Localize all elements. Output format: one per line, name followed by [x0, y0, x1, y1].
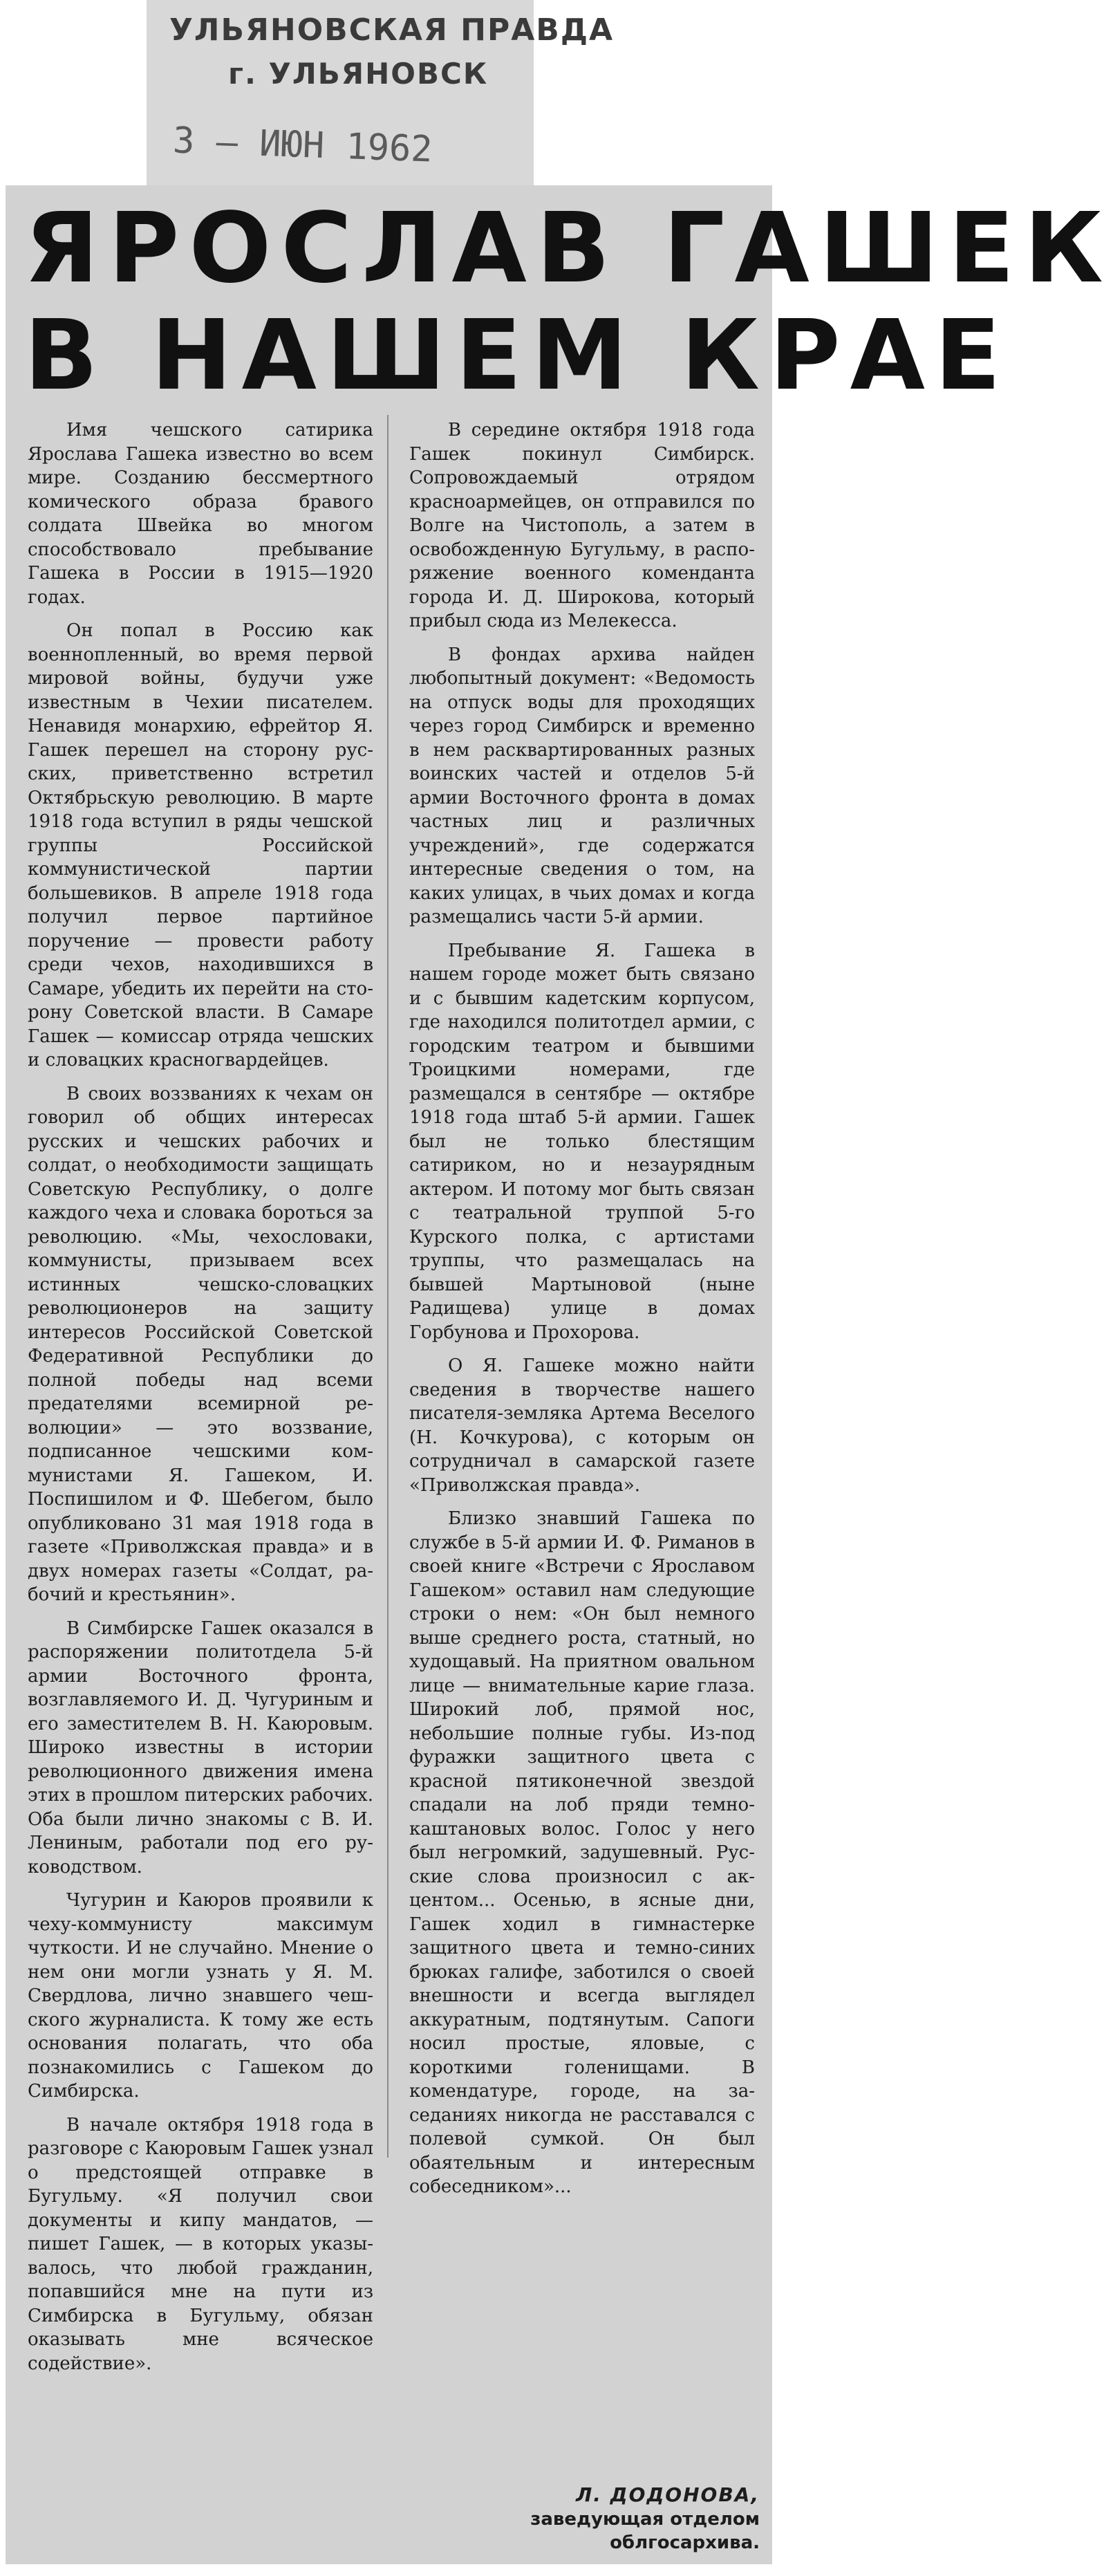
author-name: Л. ДОДОНОВА,	[575, 2483, 760, 2506]
headline-line-1: ЯРОСЛАВ ГАШЕК	[24, 192, 1113, 305]
paragraph: О Я. Гашеке можно найти сведения в творчестве нашего писателя-земляка Артема Веселого (Н. Кочкурова), с которым он сотрудничал в самарской газете «Приволжская правда».	[409, 1355, 755, 1496]
paragraph: В середине октября 1918 года Гашек покинул Симбирск. Сопровождаемый отрядом красноармейцев, он отправился по Волге на Чистополь, а затем в освобожденную Бугульму, в распоряжение военного коменданта города И. Д. Широкова, который прибыл сюда из Мелекесса.	[409, 420, 755, 631]
stamp-newspaper-name: УЛЬЯНОВСКАЯ ПРАВДА	[169, 12, 615, 48]
paragraph: Имя чешского сатирика Ярослава Гашека известно во всем мире. Созданию бессмертного комического образа бравого солдата Швейка во многом способствовало пребывание Гашека в России в 1915—1920 годах.	[28, 420, 373, 608]
author-role: облгосархива.	[610, 2532, 760, 2553]
article-column-left	[28, 418, 373, 2375]
paragraph: В своих воззваниях к чехам он говорил об общих интересах русских и чешских рабочих и солдат, о необходимости защищать Советскую Республику, о долге каждого чеха и словака бороться за революцию. «Мы, чехословаки, коммунисты, призываем всех истинных чешско-словацких революционеров на защиту интересов Российской Советской Федеративной Республики до полной победы над всеми предателями всемирной революции» — это воззвание, подписанное чешскими коммунистами Я. Гашеком, И. Поспишилом и Ф. Шебегом, было опубликовано 31 мая 1918 года в газете «Приволжская правда» и в двух номерах газеты «Солдат, рабочий и крестьянин».	[28, 1083, 373, 1605]
stamp-city: г. УЛЬЯНОВСК	[228, 57, 489, 91]
headline-line-2: В НАШЕМ КРАЕ	[24, 299, 1011, 412]
paragraph: Пребывание Я. Гашека в нашем городе может быть связано и с бывшим кадетским корпусом, где находился политотдел армии, с городским театром и бывшими Троицкими номерами, где размещался в сентябре — октябре 1918 года штаб 5-й армии. Гашек был не только блестящим сатириком, но и незаурядным актером. И потому мог быть связан с театральной труппой 5-го Курского полка, с артистами труппы, что размещалась на бывшей Мартыновой (ныне Радищева) улице в домах Горбунова и Прохорова.	[409, 940, 755, 1343]
author-signature	[530, 2483, 760, 2555]
stamp-date: 3 — ИЮН 1962	[172, 120, 433, 171]
paragraph: Чугурин и Каюров проявили к чеху-коммунисту максимум чуткости. И не случайно. Мнение о нем они могли узнать у Я. М. Свердлова, лично знавшего чешского журналиста. К тому же есть основания полагать, что оба познакомились с Гашеком до Симбирска.	[28, 1890, 373, 2102]
author-role: заведующая отделом	[530, 2509, 760, 2530]
paragraph: В фондах архива найден любопытный документ: «Ведомость на отпуск воды для проходящих через город Симбирск и временно в нем расквартированных разных воинских частей и отделов 5-й армии Восточного фронта в домах частных лиц и различных учреждений», где содержатся интересные сведения о том, на каких улицах, в чьих домах и когда размещались части 5-й армии.	[409, 644, 755, 927]
column-divider	[387, 415, 389, 2158]
paragraph: Он попал в Россию как военнопленный, во время первой мировой войны, будучи уже известным в Чехии писателем. Ненавидя монархию, ефрейтор Я. Гашек перешел на сторону русских, приветственно встретил Октябрьскую революцию. В марте 1918 года вступил в ряды чешской группы Российской коммунистической партии большевиков. В апреле 1918 года получил первое партийное поручение — провести работу среди чехов, находившихся в Самаре, убедить их перейти на сторону Советской власти. В Самаре Гашек — комиссар отряда чешских и словацких красногвардейцев.	[28, 620, 373, 1071]
article-column-right	[409, 418, 755, 2199]
paragraph: Близко знавший Гашека по службе в 5-й армии И. Ф. Риманов в своей книге «Встречи с Ярославом Гашеком» оставил нам следующие строки о нем: «Он был немного выше среднего роста, статный, но худощавый. На приятном овальном лице — внимательные карие глаза. Широкий лоб, прямой нос, небольшие полные губы. Из-под фуражки защитного цвета с красной пятиконечной звездой спадали на лоб пряди темно-каштановых волос. Голос у него был негромкий, задушевный. Русские слова произносил с акцентом... Осенью, в ясные дни, Гашек ходил в гимнастерке защитного цвета и темно-синих брюках галифе, заботился о своей внешности и всегда выглядел аккуратным, подтянутым. Сапоги носил простые, яловые, с короткими голенищами. В комендатуре, городе, на заседаниях никогда не расставался с полевой сумкой. Он был обаятельным и интересным собеседником»...	[409, 1508, 755, 2197]
paragraph: В начале октября 1918 года в разговоре с Каюровым Гашек узнал о предстоящей отправке в Бугульму. «Я получил свои документы и кипу мандатов, — пишет Гашек, — в которых указывалось, что любой гражданин, попавшийся мне на пути из Симбирска в Бугульму, обязан оказывать мне всяческое содействие».	[28, 2114, 373, 2374]
paragraph: В Симбирске Гашек оказался в распоряжении политотдела 5-й армии Восточного фронта, возглавляемого И. Д. Чугуриным и его заместителем В. Н. Каюровым. Широко известны в истории революционного движения имена этих в прошлом питерских рабочих. Оба были лично знакомы с В. И. Лениным, работали под его руководством.	[28, 1618, 373, 1878]
